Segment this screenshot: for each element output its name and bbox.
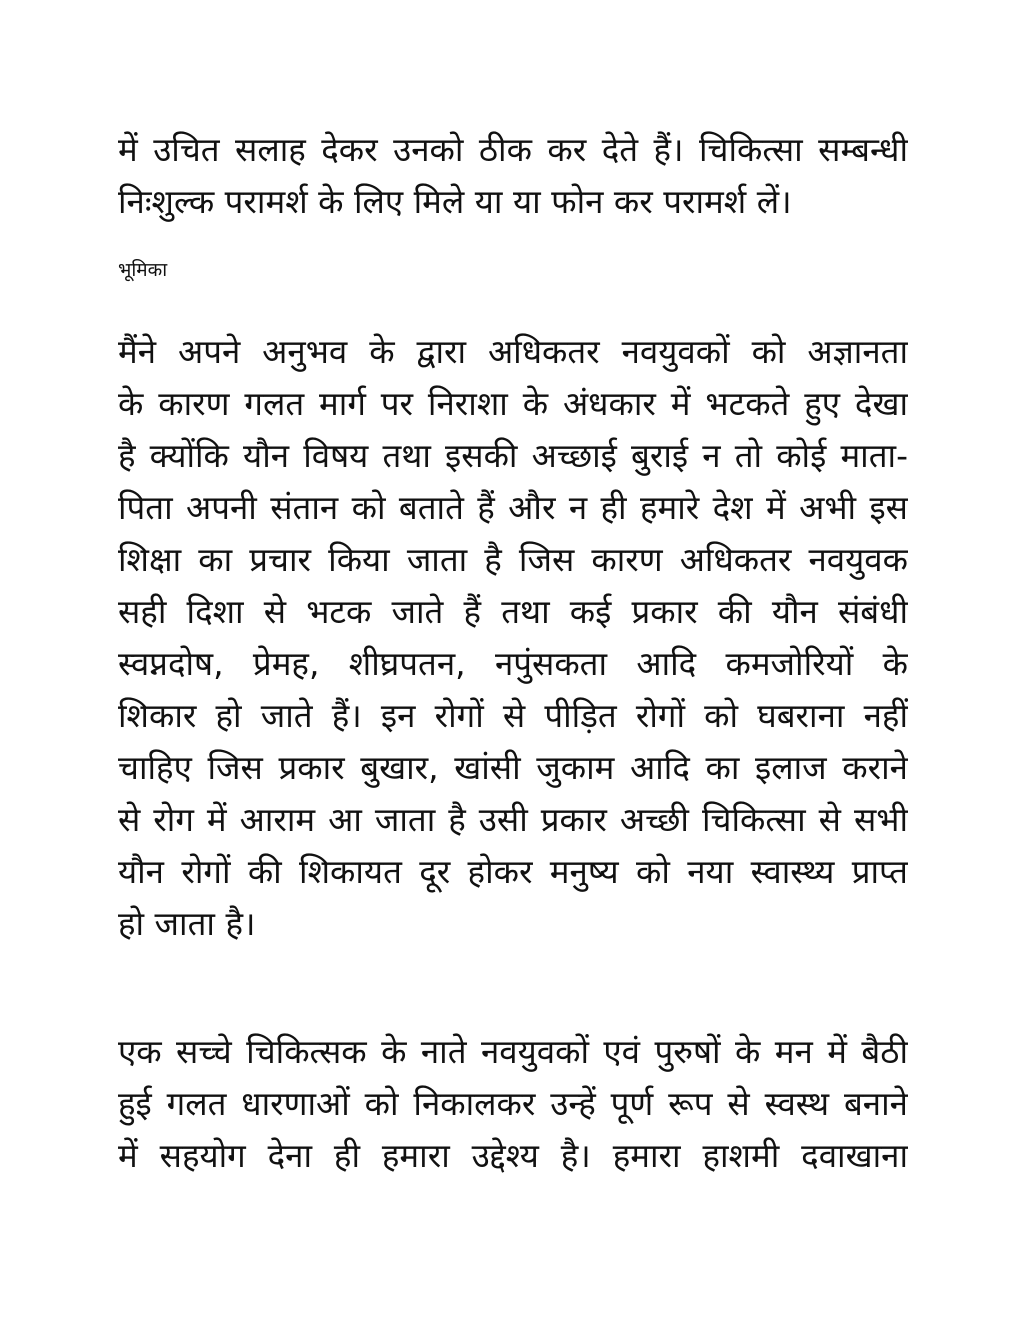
- text-line: यौन रोगों की शिकायत दूर होकर मनुष्य को नया स्वास्थ्य प्राप्त: [118, 852, 908, 891]
- text-line: पिता अपनी संतान को बताते हैं और न ही हमारे देश में अभी इस: [118, 488, 908, 527]
- text-line: मैंने अपने अनुभव के द्वारा अधिकतर नवयुवकों को अज्ञानता: [118, 332, 908, 371]
- text-line: हो जाता है।: [118, 904, 256, 943]
- text-line: चाहिए जिस प्रकार बुखार, खांसी जुकाम आदि का इलाज कराने: [118, 748, 908, 787]
- text-line: शिकार हो जाते हैं। इन रोगों से पीड़ित रोगों को घबराना नहीं: [118, 696, 908, 735]
- text-line: स्वप्नदोष, प्रेमह, शीघ्रपतन, नपुंसकता आदि कमजोरियों के: [118, 644, 908, 683]
- text-line: हुई गलत धारणाओं को निकालकर उन्हें पूर्ण रूप से स्वस्थ बनाने: [118, 1084, 908, 1123]
- text-line: शिक्षा का प्रचार किया जाता है जिस कारण अधिकतर नवयुवक: [118, 540, 908, 579]
- text-line: में सहयोग देना ही हमारा उद्देश्य है। हमारा हाशमी दवाखाना: [118, 1136, 908, 1175]
- text-line: में उचित सलाह देकर उनको ठीक कर देते हैं। चिकित्सा सम्बन्धी: [118, 130, 908, 169]
- text-line: एक सच्चे चिकित्सक के नाते नवयुवकों एवं पुरुषों के मन में बैठी: [118, 1032, 908, 1071]
- body-paragraph-1: [118, 326, 908, 950]
- text-line: है क्योंकि यौन विषय तथा इसकी अच्छाई बुराई न तो कोई माता-: [118, 436, 908, 475]
- body-paragraph-2: [118, 1026, 908, 1182]
- intro-paragraph: [118, 124, 908, 228]
- text-line: के कारण गलत मार्ग पर निराशा के अंधकार में भटकते हुए देखा: [118, 384, 908, 423]
- text-line: निःशुल्क परामर्श के लिए मिले या या फोन कर परामर्श लें।: [118, 182, 792, 221]
- text-line: सही दिशा से भटक जाते हैं तथा कई प्रकार की यौन संबंधी: [118, 592, 908, 631]
- section-heading: भूमिका: [118, 259, 168, 281]
- text-line: से रोग में आराम आ जाता है उसी प्रकार अच्छी चिकित्सा से सभी: [118, 800, 908, 839]
